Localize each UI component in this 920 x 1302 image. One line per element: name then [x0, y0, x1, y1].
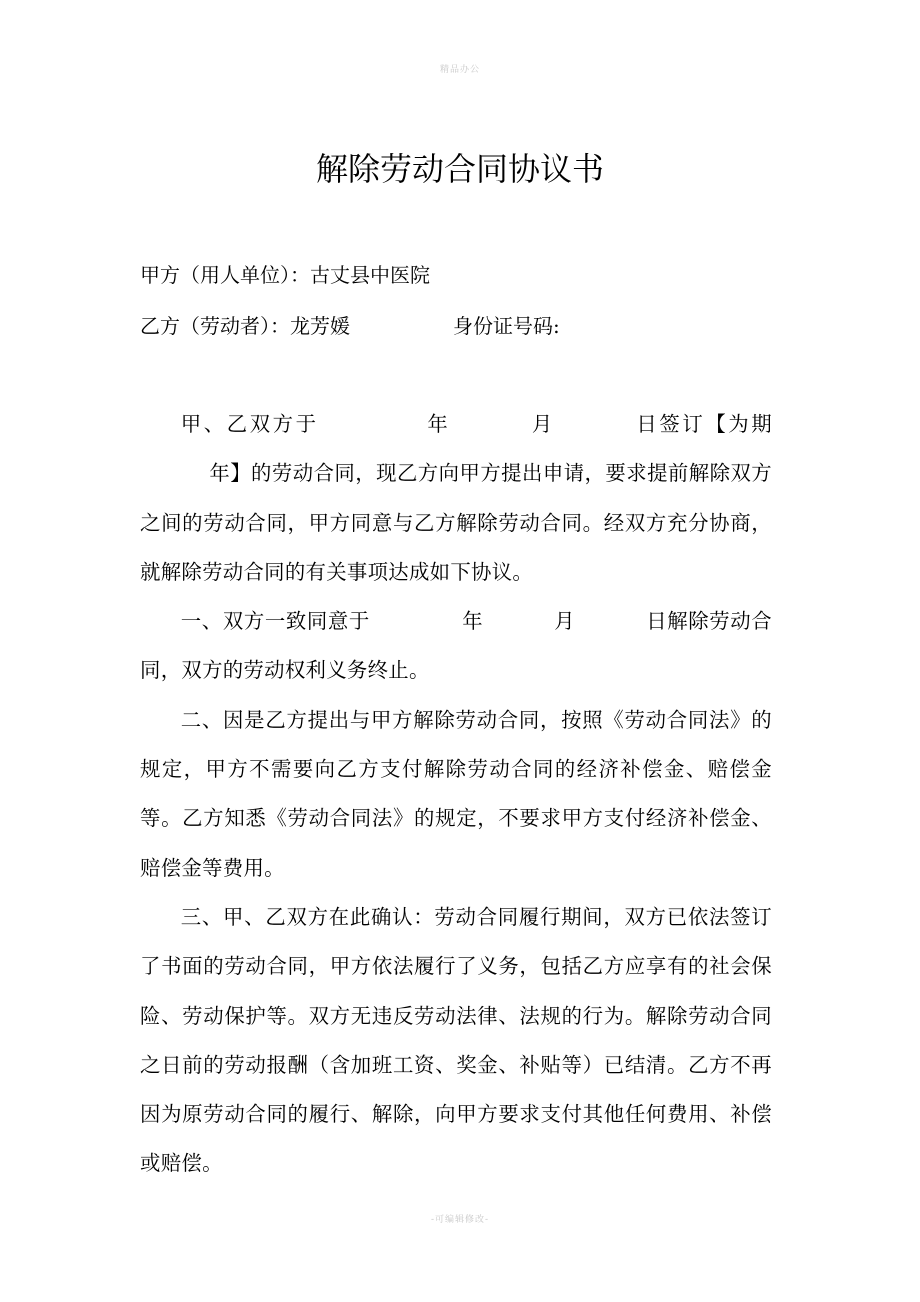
intro-day: 日签订【为期 — [636, 412, 772, 436]
clause-one-year: 年 — [462, 609, 484, 634]
clause-one-month: 月 — [554, 609, 576, 634]
footer-watermark: -可编辑修改- — [430, 1215, 490, 1225]
agreement-body — [140, 400, 772, 1189]
intro-paragraph — [140, 400, 772, 597]
id-number-label: 身份证号码: — [453, 314, 560, 338]
party-a-line: 甲方（用人单位）：古丈县中医院 — [140, 263, 430, 287]
intro-text-1: 甲、乙双方于 — [180, 412, 319, 436]
header-watermark: 精品办公 — [439, 65, 480, 75]
clause-one-text-2: 日解除劳动合同，双方的劳动权利义务终止。 — [140, 609, 772, 683]
clause-two: 二、因是乙方提出与甲方解除劳动合同，按照《劳动合同法》的规定，甲方不需要向乙方支付解除劳动合同的经济补偿金、赔偿金等。乙方知悉《劳动合同法》的规定，不要求甲方支付经济补偿金、赔偿金等费用。 — [140, 707, 772, 880]
clause-one — [140, 597, 772, 696]
document-title: 解除劳动合同协议书 — [315, 150, 604, 188]
intro-year: 年 — [427, 412, 451, 436]
party-b-line: 乙方（劳动者）：龙芳媛 — [140, 314, 350, 338]
clause-one-text-1: 一、双方一致同意于 — [180, 609, 370, 634]
intro-month: 月 — [531, 412, 555, 436]
intro-text-2: 年】的劳动合同，现乙方向甲方提出申请，要求提前解除双方之间的劳动合同，甲方同意与乙方解除劳动合同。经双方充分协商，就解除劳动合同的有关事项达成如下协议。 — [140, 461, 772, 584]
clause-three: 三、甲、乙双方在此确认：劳动合同履行期间，双方已依法签订了书面的劳动合同，甲方依法履行了义务，包括乙方应享有的社会保险、劳动保护等。双方无违反劳动法律、法规的行为。解除劳动合同之日前的劳动报酬（含加班工资、奖金、补贴等）已结清。乙方不再因为原劳动合同的履行、解除，向甲方要求支付其他任何费用、补偿或赔偿。 — [140, 904, 772, 1176]
